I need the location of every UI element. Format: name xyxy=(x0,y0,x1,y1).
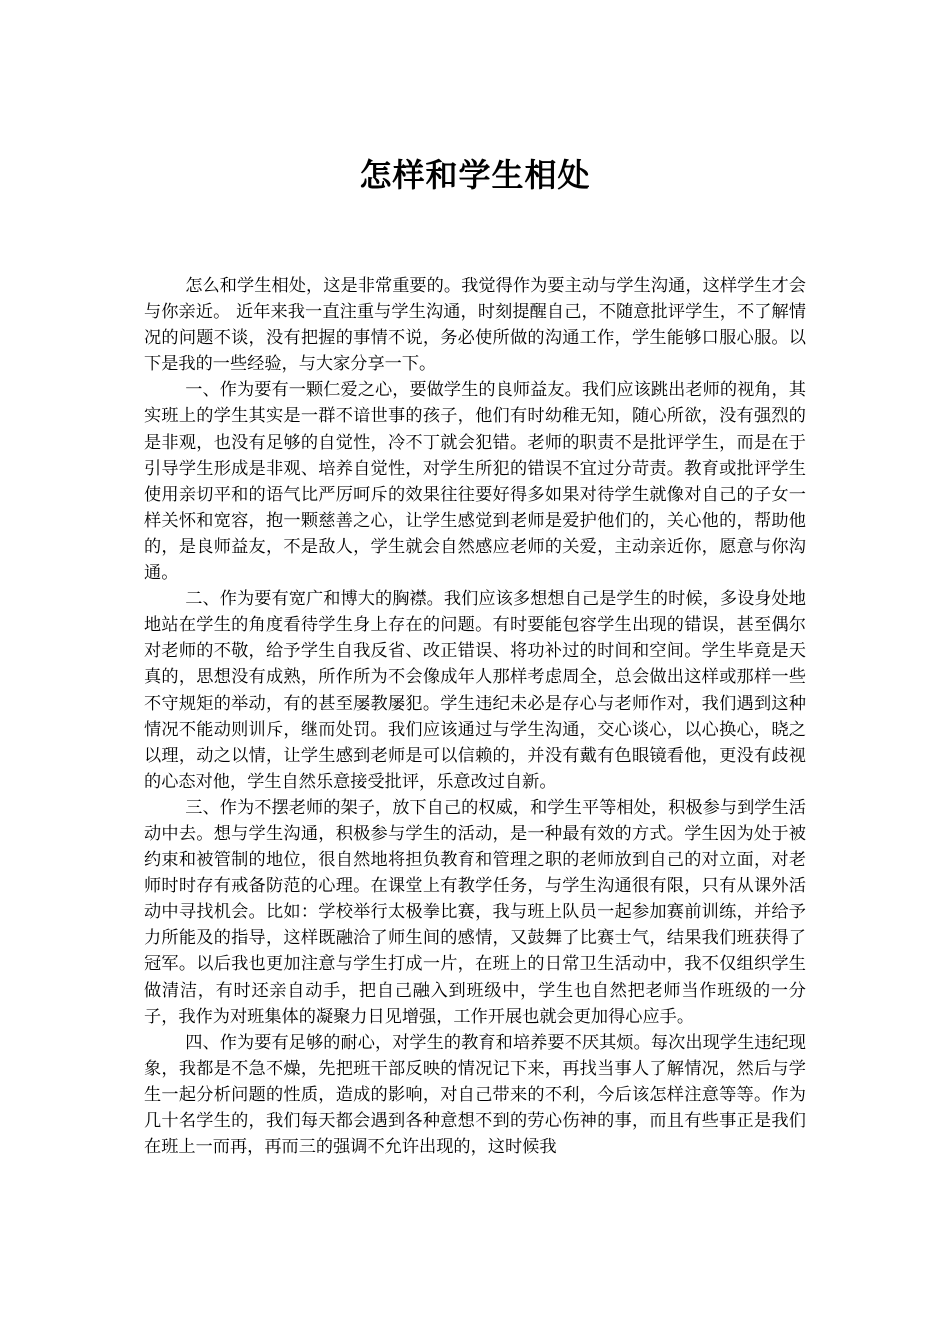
paragraph-point-2: 二、作为要有宽广和博大的胸襟。我们应该多想想自己是学生的时候，多设身处地地站在学生的角度看待学生身上存在的问题。有时要能包容学生出现的错误，甚至偶尔对老师的不敬，给予学生自我反省、改正错误、将功补过的时间和空间。学生毕竟是天真的，思想没有成熟，所作所为不会像成年人那样考虑周全，总会做出这样或那样一些不守规矩的举动，有的甚至屡教屡犯。学生违纪未必是存心与老师作对，我们遇到这种情况不能动则训斥，继而处罚。我们应该通过与学生沟通，交心谈心，以心换心，晓之以理，动之以情，让学生感到老师是可以信赖的，并没有戴有色眼镜看他，更没有歧视的心态对他，学生自然乐意接受批评，乐意改过自新。 xyxy=(144,589,806,792)
paragraph-point-3: 三、作为不摆老师的架子，放下自己的权威，和学生平等相处，积极参与到学生活动中去。想与学生沟通，积极参与学生的活动，是一种最有效的方式。学生因为处于被约束和被管制的地位，很自然地将担负教育和管理之职的老师放到自己的对立面，对老师时时存有戒备防范的心理。在课堂上有教学任务，与学生沟通很有限，只有从课外活动中寻找机会。比如：学校举行太极拳比赛，我与班上队员一起参加赛前训练，并给予力所能及的指导，这样既融洽了师生间的感情，又鼓舞了比赛士气，结果我们班获得了冠军。以后我也更加注意与学生打成一片，在班上的日常卫生活动中，我不仅组织学生做清洁，有时还亲自动手，把自己融入到班级中，学生也自然把老师当作班级的一分子，我作为对班集体的凝聚力日见增强，工作开展也就会更加得心应手。 xyxy=(144,797,806,1027)
paragraph-point-4: 四、作为要有足够的耐心，对学生的教育和培养要不厌其烦。每次出现学生违纪现象，我都是不急不燥，先把班干部反映的情况记下来，再找当事人了解情况，然后与学生一起分析问题的性质，造成的影响，对自己带来的不利，今后该怎样注意等等。作为几十名学生的，我们每天都会遇到各种意想不到的劳心伤神的事，而且有些事正是我们在班上一而再，再而三的强调不允许出现的，这时候我 xyxy=(144,1032,806,1158)
paragraph-point-1: 一、作为要有一颗仁爱之心，要做学生的良师益友。我们应该跳出老师的视角，其实班上的学生其实是一群不谙世事的孩子，他们有时幼稚无知，随心所欲，没有强烈的是非观，也没有足够的自觉性，冷不丁就会犯错。老师的职责不是批评学生，而是在于引导学生形成是非观、培养自觉性，对学生所犯的错误不宜过分苛责。教育或批评学生使用亲切平和的语气比严厉呵斥的效果往往要好得多如果对待学生就像对自己的子女一样关怀和宽容，抱一颗慈善之心，让学生感觉到老师是爱护他们的，关心他的，帮助他的，是良师益友，不是敌人，学生就会自然感应老师的关爱，主动亲近你，愿意与你沟通。 xyxy=(144,380,806,584)
document-body xyxy=(144,273,806,1160)
document-title: 怎样和学生相处 xyxy=(359,156,591,194)
paragraph-intro: 怎么和学生相处，这是非常重要的。我觉得作为要主动与学生沟通，这样学生才会与你亲近。 近年来我一直注重与学生沟通，时刻提醒自己，不随意批评学生，不了解情况的问题不谈，没有把握的事情不说，务必使所做的沟通工作，学生能够口服心服。以下是我的一些经验，与大家分享一下。 xyxy=(144,276,806,375)
